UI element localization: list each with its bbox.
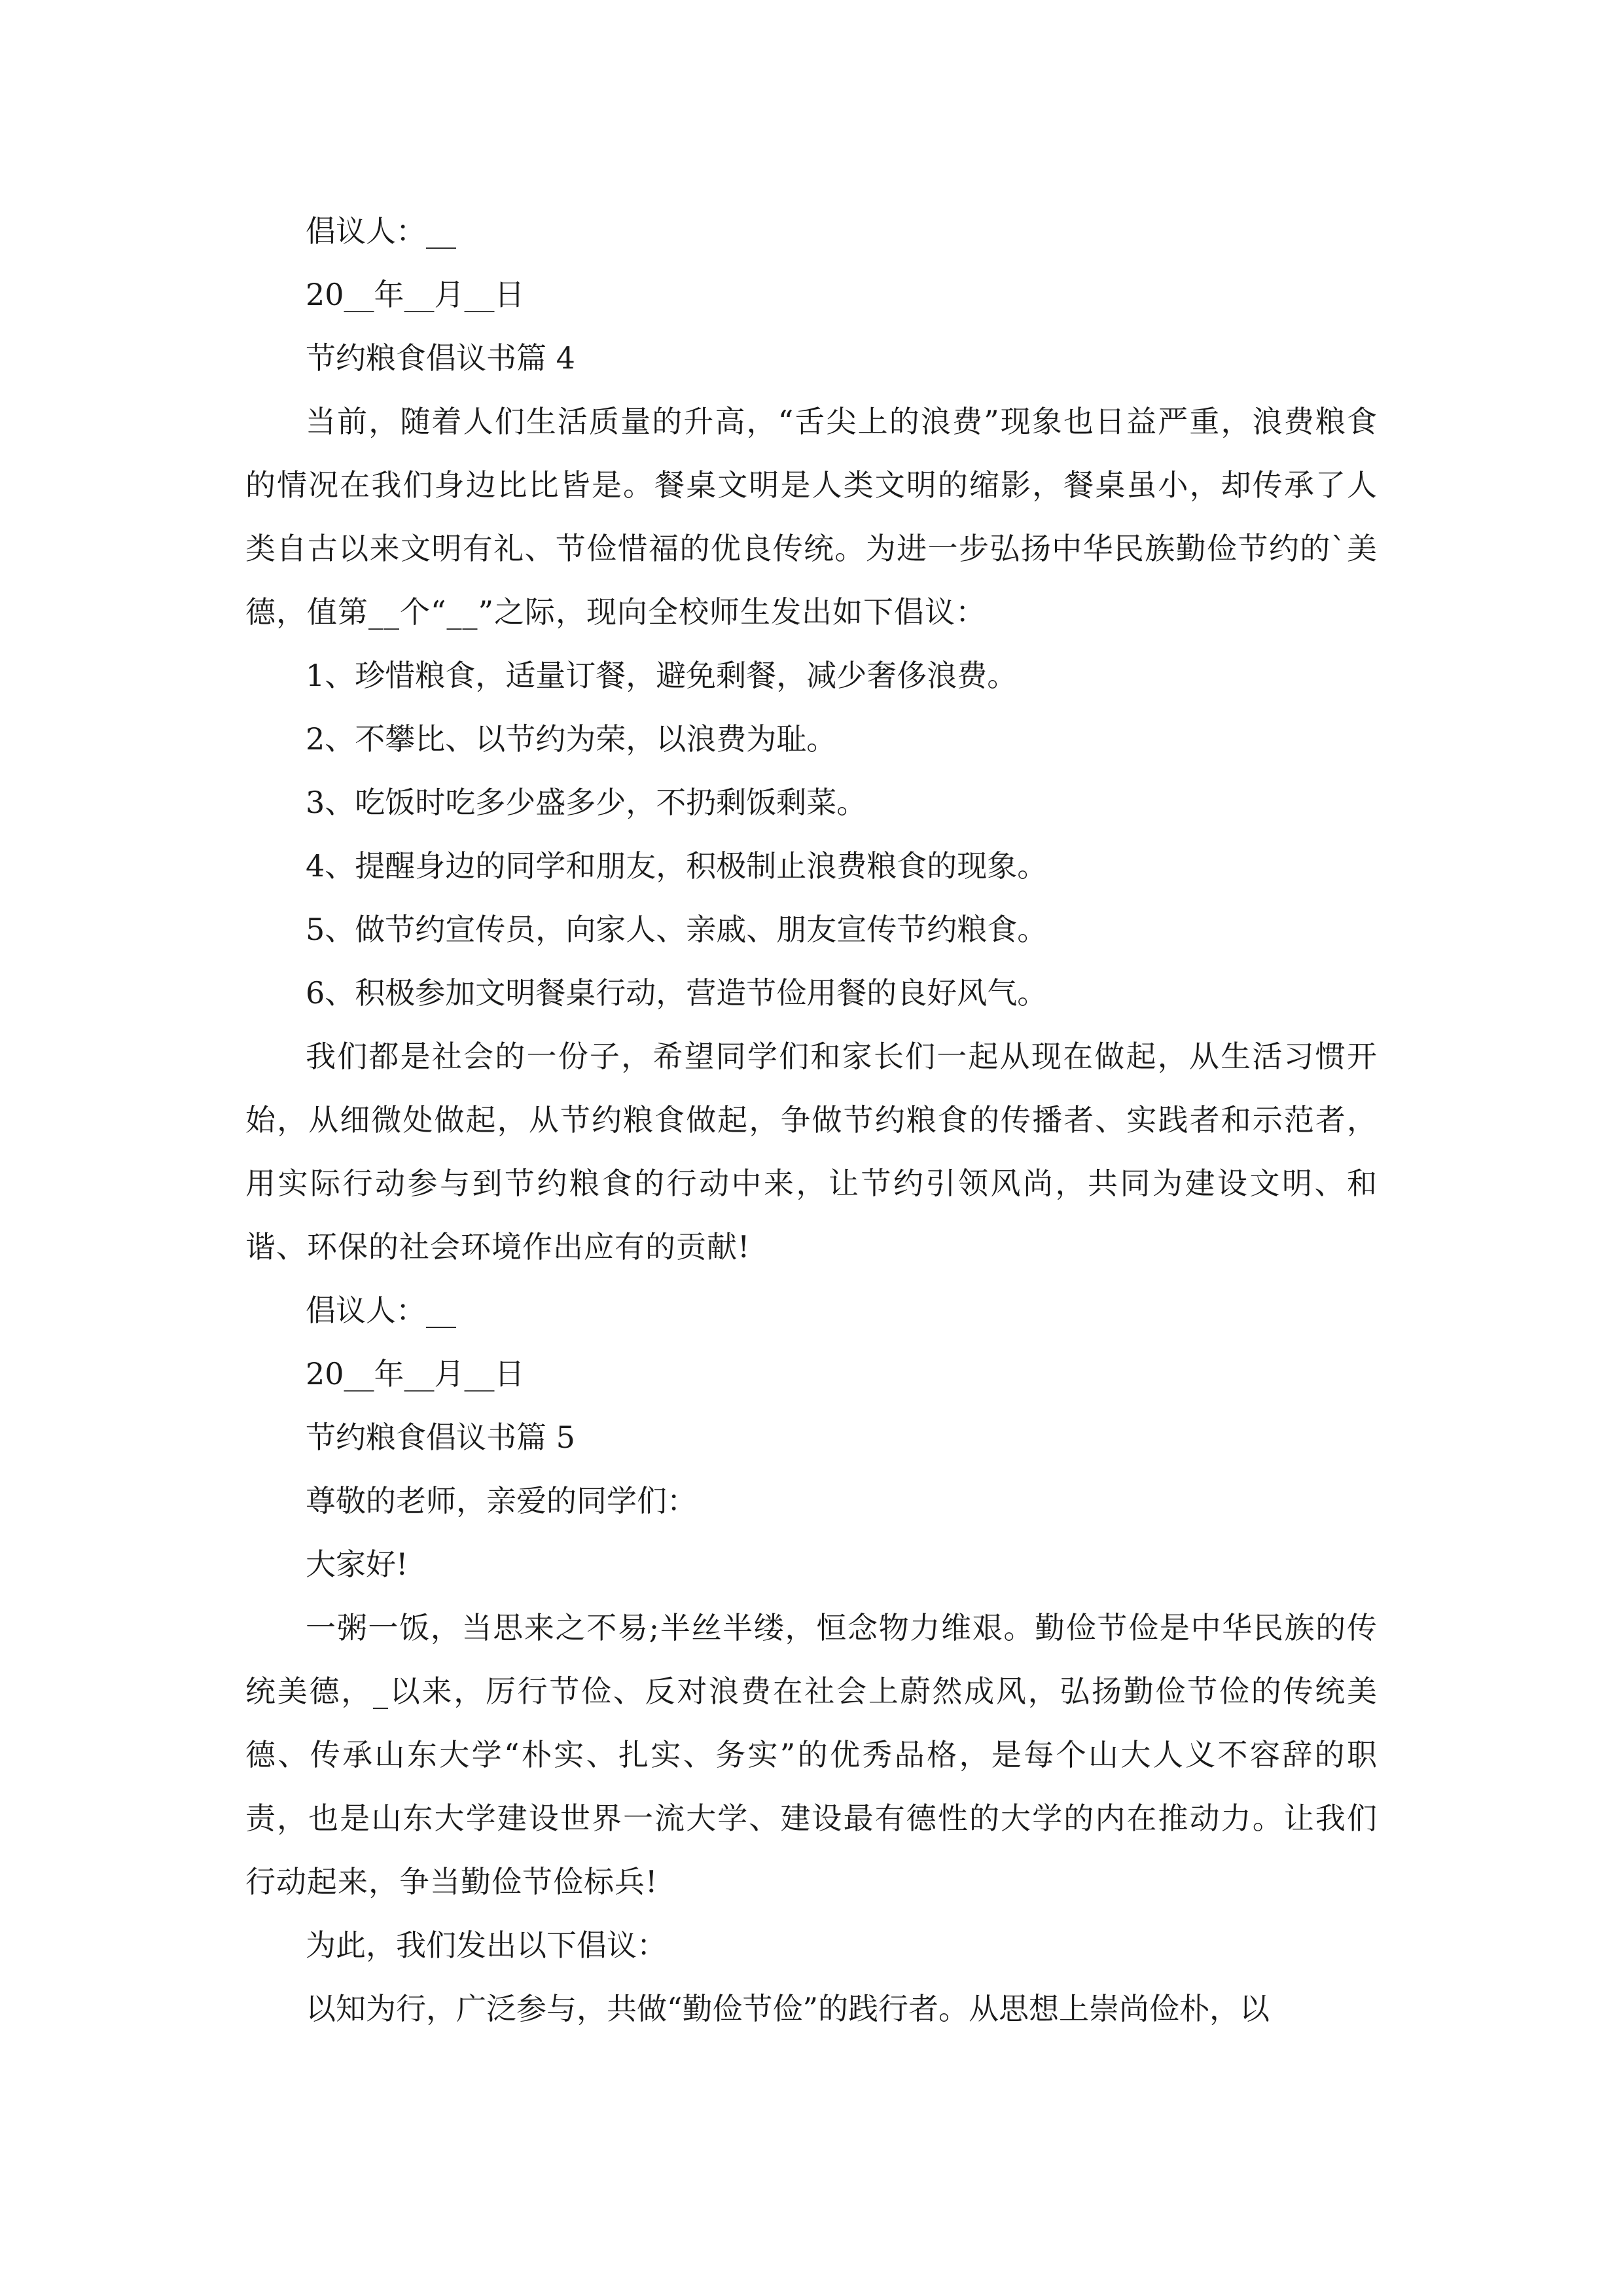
intro-paragraph-4: 当前，随着人们生活质量的升高，“舌尖上的浪费”现象也日益严重，浪费粮食的情况在我们身边比比皆是。餐桌文明是人类文明的缩影，餐桌虽小，却传承了人类自古以来文明有礼、节俭惜福的优良传统。为进一步弘扬中华民族勤俭节约的`美德，值第__个“__”之际，现向全校师生发出如下倡议： (245, 404, 1378, 630)
proposal-item-3: 3、吃饭时吃多少盛多少，不扔剩饭剩菜。 (306, 785, 867, 820)
proposal-lead: 为此，我们发出以下倡议： (306, 1928, 667, 1963)
greeting: 大家好! (306, 1547, 408, 1582)
salutation: 尊敬的老师，亲爱的同学们： (306, 1483, 697, 1518)
section-title-5: 节约粮食倡议书篇 5 (306, 1420, 575, 1455)
intro-paragraph-5: 一粥一饭，当思来之不易;半丝半缕，恒念物力维艰。勤俭节俭是中华民族的传统美德，_以来，厉行节俭、反对浪费在社会上蔚然成风，弘扬勤俭节俭的传统美德、传承山东大学“朴实、扎实、务实”的优秀品格，是每个山大人义不容辞的职责，也是山东大学建设世界一流大学、建设最有德性的大学的内在推动力。让我们行动起来，争当勤俭节俭标兵! (245, 1610, 1378, 1899)
document-body (245, 200, 1378, 2041)
proposal-item-4: 4、提醒身边的同学和朋友，积极制止浪费粮食的现象。 (306, 848, 1048, 884)
proposer-line: 倡议人：__ (306, 213, 456, 249)
proposal-item-6: 6、积极参加文明餐桌行动，营造节俭用餐的良好风气。 (306, 975, 1048, 1011)
proposer-line-2: 倡议人：__ (306, 1293, 456, 1328)
proposal-item-5: 5、做节约宣传员，向家人、亲戚、朋友宣传节约粮食。 (306, 912, 1048, 947)
closing-paragraph-4: 我们都是社会的一份子，希望同学们和家长们一起从现在做起，从生活习惯开始，从细微处做起，从节约粮食做起，争做节约粮食的传播者、实践者和示范者，用实际行动参与到节约粮食的行动中来，让节约引领风尚，共同为建设文明、和谐、环保的社会环境作出应有的贡献! (245, 1039, 1378, 1265)
section-title-4: 节约粮食倡议书篇 4 (306, 340, 575, 376)
date-line-2: 20__年__月__日 (306, 1356, 525, 1391)
date-line: 20__年__月__日 (306, 277, 525, 312)
proposal-item-2: 2、不攀比、以节约为荣，以浪费为耻。 (306, 721, 837, 757)
proposal-first-line: 以知为行，广泛参与，共做“勤俭节俭”的践行者。从思想上崇尚俭朴，以 (306, 1991, 1270, 2026)
proposal-item-1: 1、珍惜粮食，适量订餐，避免剩餐，减少奢侈浪费。 (306, 658, 1018, 693)
